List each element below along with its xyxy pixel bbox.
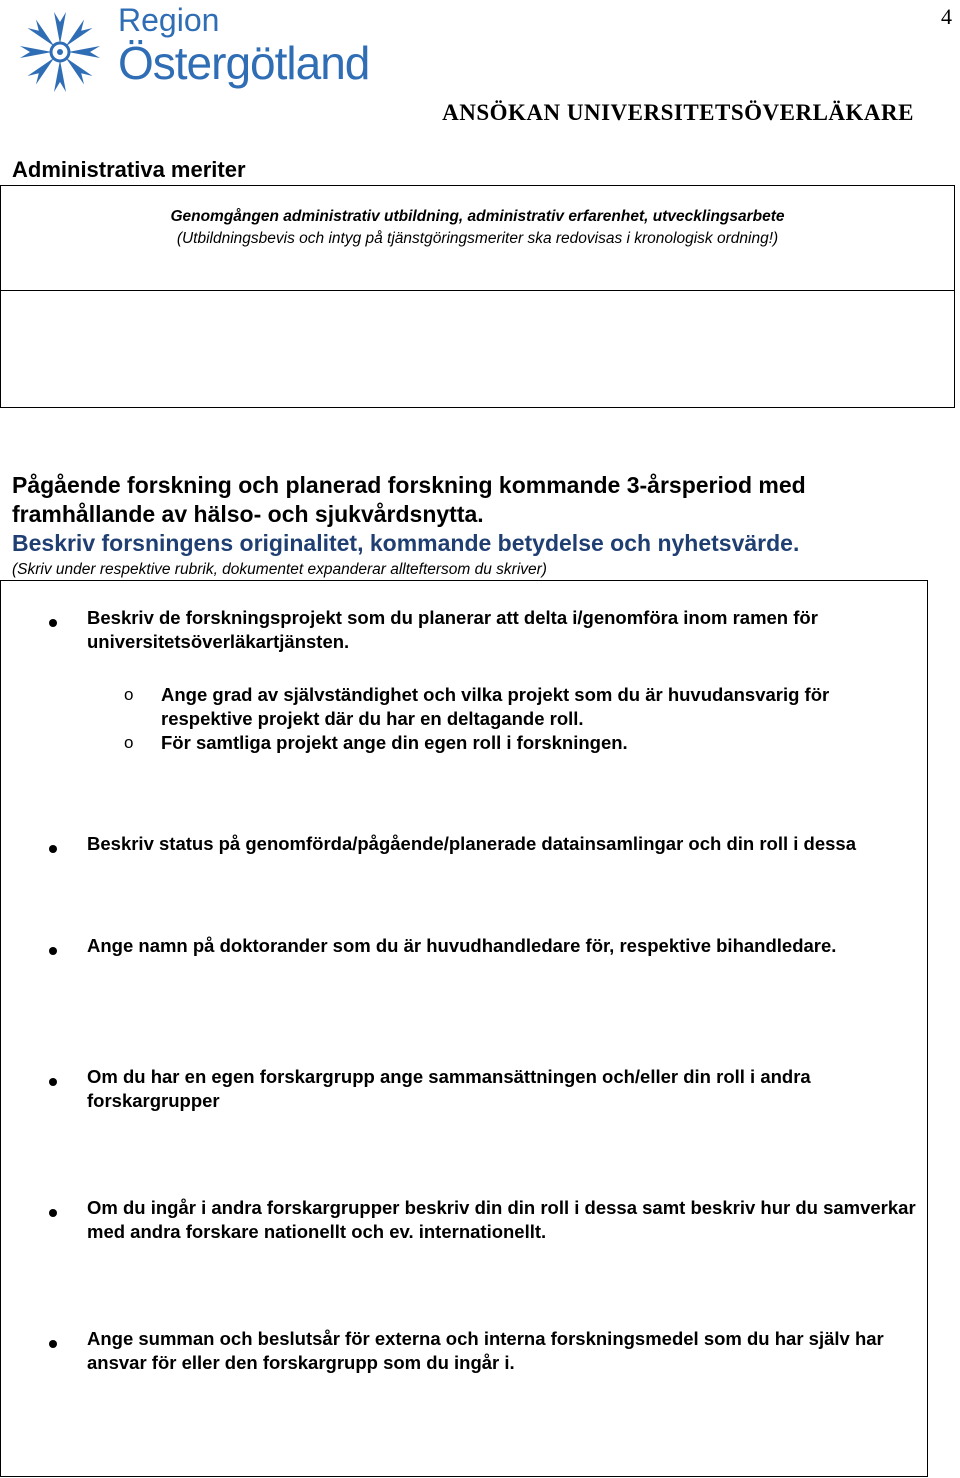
logo-text-ostergotland: Östergötland [118,37,370,89]
region-ostergotland-logo [10,0,410,104]
sub-list-item: För samtliga projekt ange din egen roll i forskningen. [161,732,628,753]
bullet-icon [49,619,57,627]
document-title: ANSÖKAN UNIVERSITETSÖVERLÄKARE [442,100,914,125]
bullet-icon [49,1078,57,1086]
cornflower-logo-icon [10,0,110,100]
list-item: Om du ingår i andra forskargrupper beskriv din din roll i dessa samt beskriv hur du samverkar med andra forskare nationellt och ev. internationellt. [87,1197,916,1242]
bullet-icon [49,1209,57,1217]
instruction-note: (Utbildningsbevis och intyg på tjänstgöringsmeriter ska redovisas i kronologisk ordning!) [176,230,779,247]
bullet-icon [49,947,57,955]
sub-bullet-marker: o [124,685,134,704]
list-item: Ange summan och beslutsår för externa och interna forskningsmedel som du har själv har ansvar för eller den forskargrupp som du ingår i. [87,1328,884,1373]
bullet-icon [49,1340,57,1348]
research-answer-box [0,580,928,1477]
table-divider [1,290,954,291]
list-item: Beskriv de forskningsprojekt som du planerar att delta i/genomföra inom ramen för universitetsöverläkartjänsten. [87,607,818,652]
research-heading-line3: Beskriv forsningens originalitet, kommande betydelse och nyhetsvärde. [12,530,800,556]
administrative-merits-table [0,185,955,408]
administrative-merits-instruction [1,206,954,250]
research-heading-line1: Pågående forskning och planerad forskning kommande 3-årsperiod med [12,472,806,498]
list-item: Om du har en egen forskargrupp ange sammansättningen och/eller din roll i andra forskargrupper [87,1066,811,1111]
instruction-bold: Genomgången administrativ utbildning, administrativ erfarenhet, utvecklingsarbete [170,208,785,225]
bullet-icon [49,845,57,853]
research-section-heading [12,471,942,581]
logo-text-region: Region [118,2,220,38]
section-heading-administrative-merits: Administrativa meriter [12,157,246,182]
list-item: Ange namn på doktorander som du är huvudhandledare för, respektive bihandledare. [87,935,837,956]
sub-bullet-marker: o [124,733,134,752]
page-number: 4 [941,4,952,29]
sub-list-item: Ange grad av självständighet och vilka projekt som du är huvudansvarig för respektive projekt där du har en deltagande roll. [161,684,830,729]
list-item: Beskriv status på genomförda/pågående/planerade datainsamlingar och din roll i dessa [87,833,856,854]
research-heading-line2: framhållande av hälso- och sjukvårdsnytta. [12,501,484,527]
research-note: (Skriv under respektive rubrik, dokumentet expanderar allteftersom du skriver) [12,561,547,578]
